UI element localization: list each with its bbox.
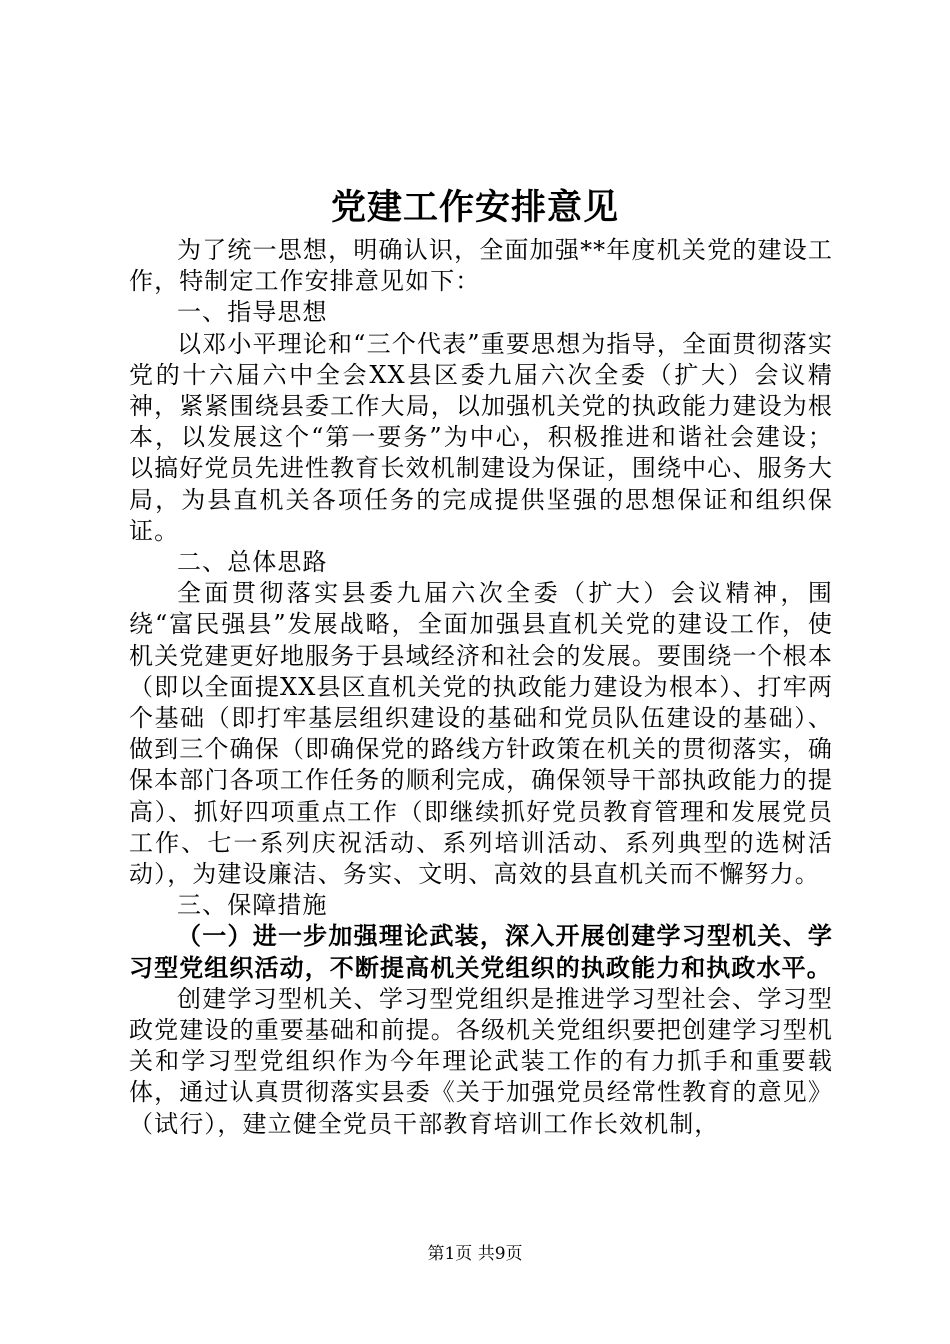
- section-paragraph-overall-approach: 全面贯彻落实县委九届六次全委（扩大）会议精神，围绕“富民强县”发展战略，全面加强县直机关党的建设工作，使机关党建更好地服务于县域经济和社会的发展。要围绕一个根本（即以全面提XX县区直机关党的执政能力建设为根本）、打牢两个基础（即打牢基层组织建设的基础和党员队伍建设的基础）、做到三个确保（即确保党的路线方针政策在机关的贯彻落实，确保本部门各项工作任务的顺利完成，确保领导干部执政能力的提高）、抓好四项重点工作（即继续抓好党员教育管理和发展党员工作、七一系列庆祝活动、系列培训活动、系列典型的选树活动），为建设廉洁、务实、文明、高效的县直机关而不懈努力。: [129, 579, 833, 889]
- section-heading-overall-approach: 二、总体思路: [177, 548, 328, 577]
- subsection-heading-theory: （一）进一步加强理论武装，深入开展创建学习型机关、学习型党组织活动，不断提高机关党组织的执政能力和执政水平。: [129, 922, 833, 982]
- section-heading-safeguards: 三、保障措施: [177, 891, 328, 920]
- page-number-footer: 第1页 共9页: [427, 1244, 523, 1264]
- intro-paragraph: 为了统一思想，明确认识，全面加强**年度机关党的建设工作，特制定工作安排意见如下：: [129, 236, 833, 296]
- subsection-paragraph-theory: 创建学习型机关、学习型党组织是推进学习型社会、学习型政党建设的重要基础和前提。各级机关党组织要把创建学习型机关和学习型党组织作为今年理论武装工作的有力抓手和重要载体，通过认真贯彻落实县委《关于加强党员经常性教育的意见》（试行），建立健全党员干部教育培训工作长效机制，: [129, 984, 833, 1138]
- document-body: [129, 235, 833, 1140]
- section-heading-guiding-thought: 一、指导思想: [177, 298, 328, 327]
- document-title: 党建工作安排意见: [330, 188, 619, 228]
- section-paragraph-guiding-thought: 以邓小平理论和“三个代表”重要思想为指导，全面贯彻落实党的十六届六中全会XX县区委九届六次全委（扩大）会议精神，紧紧围绕县委工作大局，以加强机关党的执政能力建设为根本，以发展这个“第一要务”为中心，积极推进和谐社会建设；以搞好党员先进性教育长效机制建设为保证，围绕中心、服务大局，为县直机关各项任务的完成提供坚强的思想保证和组织保证。: [129, 329, 833, 545]
